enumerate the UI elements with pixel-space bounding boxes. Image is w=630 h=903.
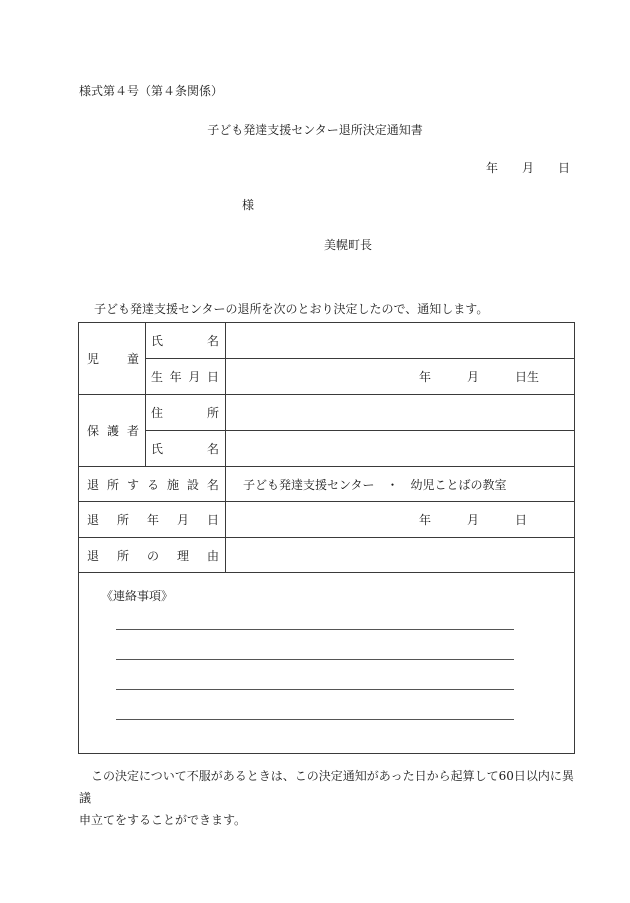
notes-line[interactable] [116,659,514,660]
child-name-label: 氏 名 [151,334,219,348]
appeal-notice [79,765,579,831]
notes-line[interactable] [116,689,514,690]
column-divider [225,323,226,572]
birth-month-unit: 月 [467,370,480,384]
appeal-notice-line1: この決定について不服があるときは、この決定通知があった日から起算して60日以内に異議 [79,769,574,805]
guardian-name-value[interactable] [231,431,568,466]
column-divider [145,323,146,466]
addressee-suffix: 様 [242,198,255,212]
form-number: 様式第４号（第４条関係） [79,84,224,98]
withdraw-date-label: 退 所 年 月 日 [87,513,219,527]
notes-line[interactable] [116,719,514,720]
guardian-address-label: 住 所 [151,406,219,420]
facility-value[interactable]: 子ども発達支援センター ・ 幼児ことばの教室 [243,477,507,492]
birth-day-unit: 日生 [515,370,540,384]
guardian-address-value[interactable] [231,395,568,430]
issue-date-year: 年 [486,161,499,175]
withdraw-year-unit: 年 [419,513,432,527]
child-birthdate-label: 生 年 月 日 [151,370,219,384]
birth-year-unit: 年 [419,370,432,384]
guardian-name-label: 氏 名 [151,442,219,456]
child-group-label: 児 童 [87,352,139,366]
withdraw-day-unit: 日 [515,513,528,527]
notes-line[interactable] [116,629,514,630]
issue-date-day: 日 [558,161,571,175]
child-birthdate-value[interactable] [231,359,568,394]
child-name-value[interactable] [231,323,568,358]
issue-date [486,159,570,176]
withdraw-date-value[interactable] [231,502,568,537]
appeal-notice-line2: 申立てをすることができます。 [79,813,247,827]
form-table [78,322,575,754]
row-divider [79,572,574,573]
document-title: 子ども発達支援センター退所決定通知書 [207,123,423,137]
notes-label: 《連絡事項》 [101,589,174,603]
intro-text: 子ども発達支援センターの退所を次のとおり決定したので、通知します。 [94,302,489,316]
reason-value[interactable] [231,538,568,572]
withdraw-month-unit: 月 [467,513,480,527]
reason-label: 退 所 の 理 由 [87,548,219,563]
issue-date-month: 月 [522,161,535,175]
issuer: 美幌町長 [324,238,373,252]
facility-label: 退 所 す る 施 設 名 [87,477,219,492]
guardian-group-label: 保 護 者 [87,424,139,438]
